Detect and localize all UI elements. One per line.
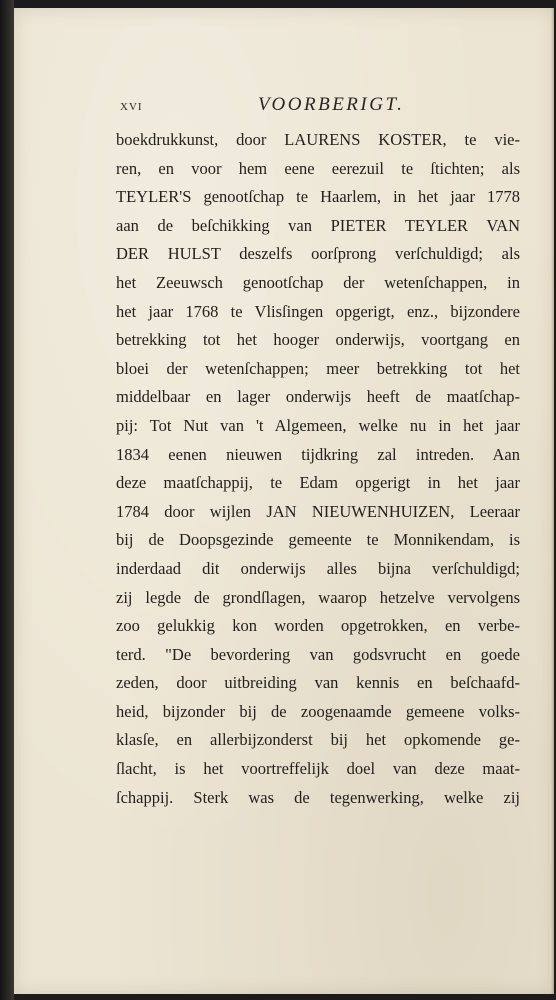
- text-line: bloei der wetenſchappen; meer betrekking tot het: [116, 358, 520, 378]
- text-line: DER HULST deszelfs oorſprong verſchuldigd; als: [116, 244, 520, 264]
- text-line: TEYLER'S genootſchap te Haarlem, in het jaar 1778: [116, 187, 520, 207]
- text-line: boekdrukkunst, door LAURENS KOSTER, te vie-: [116, 130, 520, 149]
- text-line: zoo gelukkig kon worden opgetrokken, en verbe-: [116, 616, 520, 636]
- text-line: het jaar 1768 te Vlisſingen opgerigt, enz., bijzondere: [116, 301, 520, 321]
- text-line: het Zeeuwsch genootſchap der wetenſchappen, in: [116, 272, 520, 292]
- text-line: zeden, door uitbreiding van kennis en beſchaafd-: [116, 673, 520, 693]
- body-text: [116, 126, 520, 812]
- text-line: pij: Tot Nut van 't Algemeen, welke nu in het jaar: [116, 415, 520, 435]
- text-line: betrekking tot het hooger onderwijs, voortgang en: [116, 330, 520, 350]
- text-line: ſlacht, is het voortreffelijk doel van deze maat-: [116, 759, 520, 779]
- running-head: [120, 94, 420, 118]
- text-line: heid, bijzonder bij de zoogenaamde gemeene volks-: [116, 701, 520, 721]
- text-line: 1834 eenen nieuwen tijdkring zal intreden. Aan: [116, 444, 520, 464]
- text-line: inderdaad dit onderwijs alles bijna verſchuldigd;: [116, 558, 520, 578]
- text-line: bij de Doopsgezinde gemeente te Monnikendam, is: [116, 530, 520, 550]
- text-line: aan de beſchikking van PIETER TEYLER VAN: [116, 215, 520, 235]
- running-title: VOORBERIGT.: [258, 94, 405, 115]
- page-number: xvi: [120, 98, 143, 114]
- text-line: terd. "De bevordering van godsvrucht en goede: [116, 644, 520, 664]
- text-line: deze maatſchappij, te Edam opgerigt in het jaar: [116, 473, 520, 493]
- text-line: ren, en voor hem eene eerezuil te ſtichten; als: [116, 158, 520, 178]
- page-edge-shadow: [551, 8, 554, 994]
- text-line: zij legde de grondſlagen, waarop hetzelve vervolgens: [116, 587, 520, 607]
- text-line: ſchappij. Sterk was de tegenwerking, welke zij: [116, 787, 520, 807]
- text-line: 1784 door wijlen JAN NIEUWENHUIZEN, Leeraar: [116, 501, 520, 521]
- scan-background-edge: [0, 0, 14, 1000]
- text-line: klasſe, en allerbijzonderst bij het opkomende ge-: [116, 730, 520, 750]
- text-line: middelbaar en lager onderwijs heeft de maatſchap-: [116, 387, 520, 407]
